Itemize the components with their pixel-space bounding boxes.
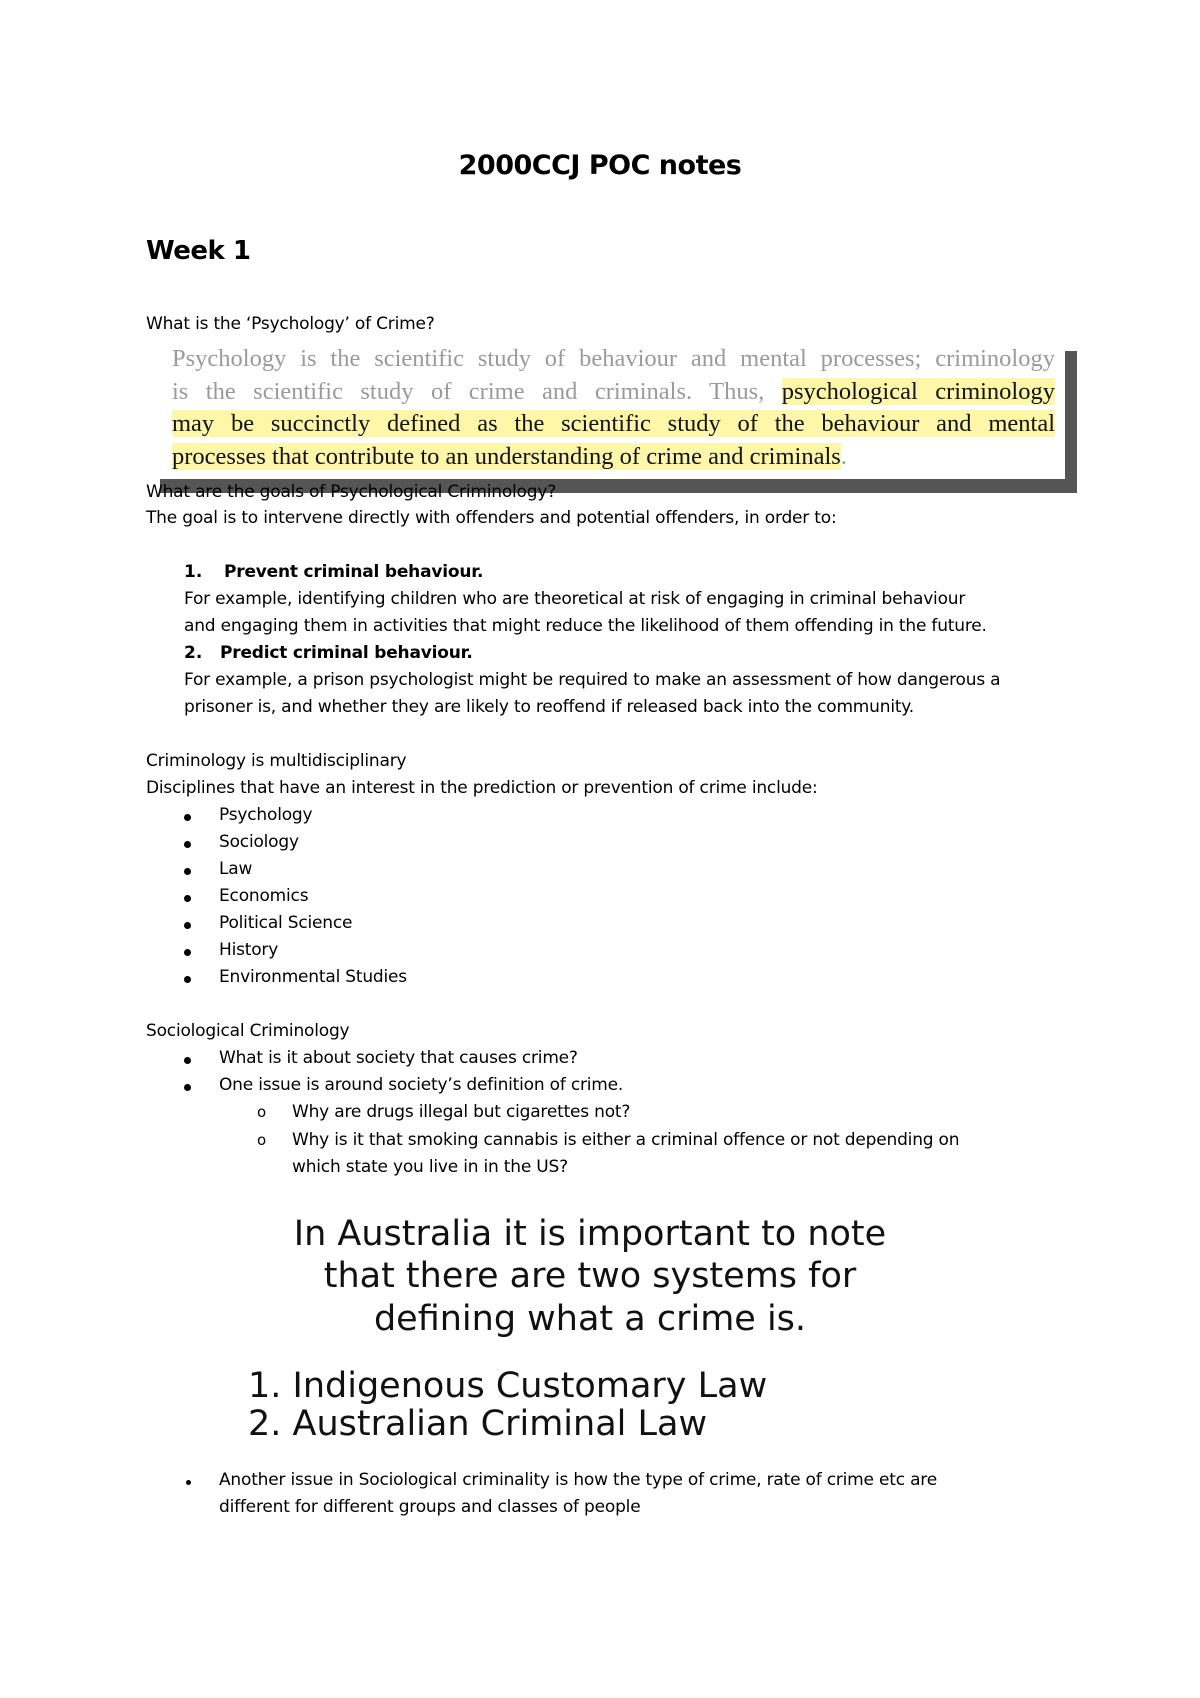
sub-bullet-icon: o xyxy=(257,1131,267,1149)
discipline-item: Political Science xyxy=(219,913,353,933)
excerpt-highlight: processes that contribute to an understanding of crime and criminals xyxy=(172,442,841,470)
excerpt-line: Psychology is the scientific study of behaviour and mental processes; criminology xyxy=(172,345,1055,372)
document-title: 2000CCJ POC notes xyxy=(458,150,742,181)
excerpt-shadow xyxy=(1063,351,1077,493)
discipline-item: History xyxy=(219,940,279,960)
question-psychology-of-crime: What is the ‘Psychology’ of Crime? xyxy=(146,314,435,334)
sociological-bullet: Another issue in Sociological criminality is how the type of crime, rate of crime etc are xyxy=(219,1470,937,1490)
bullet-icon xyxy=(184,1057,191,1064)
bullet-icon xyxy=(184,949,191,956)
textbook-excerpt-image xyxy=(160,343,1065,479)
bullet-icon xyxy=(184,868,191,875)
discipline-item: Law xyxy=(219,859,253,879)
sub-bullet-icon: o xyxy=(257,1103,267,1121)
goal-title: Prevent criminal behaviour. xyxy=(224,562,484,582)
discipline-item: Sociology xyxy=(219,832,299,852)
bullet-icon xyxy=(184,814,191,821)
bullet-icon xyxy=(184,895,191,902)
goal-number: 1. xyxy=(184,562,203,582)
excerpt-highlight: may be succinctly defined as the scientific study of the behaviour and mental xyxy=(172,410,1055,437)
slide-list-item: 1. Indigenous Customary Law xyxy=(248,1366,768,1406)
discipline-item: Economics xyxy=(219,886,309,906)
goal-title: Predict criminal behaviour. xyxy=(220,643,473,663)
bullet-icon xyxy=(184,841,191,848)
excerpt-highlight: psychological criminology xyxy=(781,377,1055,405)
goal-description: prisoner is, and whether they are likely to reoffend if released back into the community. xyxy=(184,697,914,717)
excerpt-line: is the scientific study of crime and criminals. Thus, psychological criminology xyxy=(172,377,1055,405)
excerpt-line xyxy=(172,408,1055,441)
discipline-item: Psychology xyxy=(219,805,313,825)
multidisciplinary-heading: Criminology is multidisciplinary xyxy=(146,751,407,771)
excerpt-line: processes that contribute to an understanding of crime and criminals. xyxy=(172,442,847,470)
multidisciplinary-intro: Disciplines that have an interest in the prediction or prevention of crime include: xyxy=(146,778,818,798)
slide-clipped-area xyxy=(240,1404,1000,1444)
goal-description: For example, a prison psychologist might be required to make an assessment of how dangerous a xyxy=(184,670,1001,690)
sociological-bullet: One issue is around society’s definition of crime. xyxy=(219,1075,624,1095)
sociological-sub-bullet: Why are drugs illegal but cigarettes not? xyxy=(292,1102,631,1122)
bullet-icon xyxy=(184,1084,191,1091)
goal-description: and engaging them in activities that might reduce the likelihood of them offending in the future. xyxy=(184,616,987,636)
slide-line: that there are two systems for xyxy=(323,1256,857,1296)
slide-list-item: 2. Australian Criminal Law xyxy=(248,1404,708,1444)
sociological-heading: Sociological Criminology xyxy=(146,1021,350,1041)
goal-intro: The goal is to intervene directly with offenders and potential offenders, in order to: xyxy=(146,508,837,528)
sociological-sub-bullet: Why is it that smoking cannabis is either a criminal offence or not depending on xyxy=(292,1130,960,1150)
slide-line: defining what a crime is. xyxy=(373,1299,807,1339)
bullet-icon xyxy=(186,1480,191,1485)
sociological-bullet: What is it about society that causes crime? xyxy=(219,1048,578,1068)
goal-description: For example, identifying children who are theoretical at risk of engaging in criminal behaviour xyxy=(184,589,966,609)
bullet-icon xyxy=(184,976,191,983)
sociological-bullet: different for different groups and classes of people xyxy=(219,1497,641,1517)
question-goals: What are the goals of Psychological Criminology? xyxy=(146,482,557,502)
week-heading: Week 1 xyxy=(146,236,251,266)
discipline-item: Environmental Studies xyxy=(219,967,407,987)
goal-number: 2. xyxy=(184,643,203,663)
slide-line: In Australia it is important to note xyxy=(293,1214,887,1254)
bullet-icon xyxy=(184,922,191,929)
sociological-sub-bullet: which state you live in in the US? xyxy=(292,1157,568,1177)
